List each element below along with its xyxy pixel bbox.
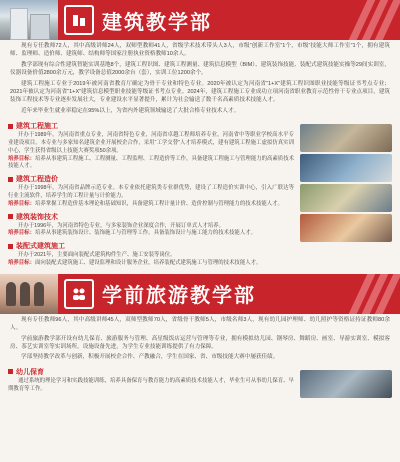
bullet-icon	[8, 177, 13, 182]
dept2-title: 学前旅游教学部	[102, 285, 256, 308]
header-stripes	[358, 0, 392, 40]
major-title: 建筑工程造价	[8, 174, 294, 184]
dept2-intro-3: 学部坚持教学改革与创新，积极开展校企合作、产教融合，学生在国家、省、市级技能大赛中屡获佳绩。	[21, 354, 279, 361]
dept1-intro-1: 现有专任教师72人，其中高级讲师24人，双师型教师41人，省级学术技术带头人3人，市级“创新工作室”1个，市级“技能大师工作室”1个，拥有建筑师、监理师、造价师、建筑师、结构师等国家注册执业资格教师10余人。	[10, 43, 390, 58]
photo-column	[300, 118, 392, 268]
training-photo	[300, 214, 392, 242]
dept1-intro-2: 教学部现有综合性建筑智能实训基地8个，建筑工程识图、建筑工程测量、建筑信息模型（BIM）、建筑装饰技能、装配式建筑技能实操等29间实训室，仪器设备价值2800余万元，教学设备总值2000余台（套），实训工位1200余个。	[10, 61, 390, 77]
dept2-majors	[0, 364, 400, 398]
major-title: 幼儿保育	[8, 367, 294, 377]
major-title: 建筑装饰技术	[8, 212, 294, 222]
photo-column	[300, 364, 392, 398]
building-photo	[0, 0, 58, 40]
major-body: 通过系统的理论学习和实践技能训练，培养具备保育与教育能力的高素质技术技能人才，毕业生可从事幼儿保育、早期教育等工作。	[8, 377, 294, 392]
header-stripes	[358, 274, 392, 314]
people-icon	[64, 279, 94, 309]
major-body: 开办于1989年，为河南省重点专业，河南省特色专业，河南省卓越工程师培养专业，河南省中等职业学校高水平专业建设项目。本专业与多家知名建筑企业开展校企合作，采用“工学交替”人才培养模式，建有建筑工程施工虚拟仿真实训中心，学生获得省级以上技能大赛奖项50余项。 培养目标：培养从事建筑工程施工、工程测量、工程监理、工程造价等工作，具备建筑工程施工与管理能力的高素质技术技能人才。	[8, 132, 294, 170]
dept1-majors	[0, 118, 400, 268]
dept1-header	[0, 0, 400, 40]
bullet-icon	[8, 214, 13, 219]
training-photo	[300, 184, 392, 212]
major-title: 建筑工程施工	[8, 121, 294, 131]
dept2-intro-1: 现有专任教师96人，其中高级讲师45人，双师型教师70人，省级骨干教师5人，市级名师3人，现有幼儿园护理师、幼儿照护等资格证持证教师80余人。	[10, 316, 390, 332]
major-body: 开办于1996年，为河南省特色专业，与多家装饰企业深度合作，开展订单式人才培养。 培养目标：培养从事建筑装饰设计、装饰施工与管理等工作，具备装饰设计与施工能力的技术技能人才。	[8, 222, 256, 237]
building-shape	[10, 8, 28, 40]
dept1-title: 建筑教学部	[102, 11, 212, 34]
students-photo	[0, 274, 58, 314]
dept2-header	[0, 274, 400, 314]
bullet-icon	[8, 124, 13, 129]
majors-text	[8, 364, 300, 398]
training-photo	[300, 154, 392, 182]
training-photo	[300, 370, 392, 398]
bullet-icon	[8, 244, 13, 249]
training-photo	[300, 124, 392, 152]
major-body: 开办于1998年，为河南省品牌示范专业。本专业依托建筑类专业群优势，建设了工程造价实训中心，引入广联达等行业主流软件，培养学生的工程计量与计价能力。 培养目标：培养掌握工程造价基本理论和基础知识，具备建筑工程计量计价、造价控制与管理能力的技术技能人才。	[8, 185, 294, 207]
person-shape	[34, 282, 44, 306]
person-shape	[20, 282, 30, 306]
building-shape	[30, 14, 50, 40]
dept1-intro-3: 建筑工程施工专业于2019年被河南省教育厅确定为骨干专业和特色专业。2020年被认定为河南省“1+X”建筑工程识图职业技能等级证书考点专业；2021年被认定为河南省“1+X”建筑信息模型职业技能等级证书考点专业。2024年，建筑工程施工专业成功立项河南省职业教育示范性骨干专业点项目，建筑装饰工程技术等专业逐步发展壮大，专业建设水平显著提升，累计为社会输送了数千名高素质技术技能人才。	[10, 80, 390, 104]
person-shape	[6, 282, 16, 306]
majors-text	[8, 118, 300, 268]
dept1-intro-4: 近年来毕业生就业率稳定在95%以上，为省内外建筑领域输送了大批合格专业技术人才。	[21, 107, 240, 114]
bullet-icon	[8, 369, 13, 374]
major-body: 开办于2021年，主要面向装配式建筑构件生产、施工安装等岗位。 培养目标：面向装配式建筑施工、建设监理和设计服务企业，培养装配式建筑施工与管理的技术技能人才。	[8, 252, 262, 267]
major-title: 装配式建筑施工	[8, 241, 294, 251]
building-icon	[64, 5, 94, 35]
dept2-intro-2: 学前旅游教学部开设有幼儿保育、旅游服务与管理、高星级饭店运营与管理等专业，拥有模拟幼儿园、钢琴房、舞蹈房、画室、导游实训室、模拟客房、茶艺实训室等实训场所，设施设备先进，为学生专业技能训练提供了有力保障。	[10, 335, 390, 351]
